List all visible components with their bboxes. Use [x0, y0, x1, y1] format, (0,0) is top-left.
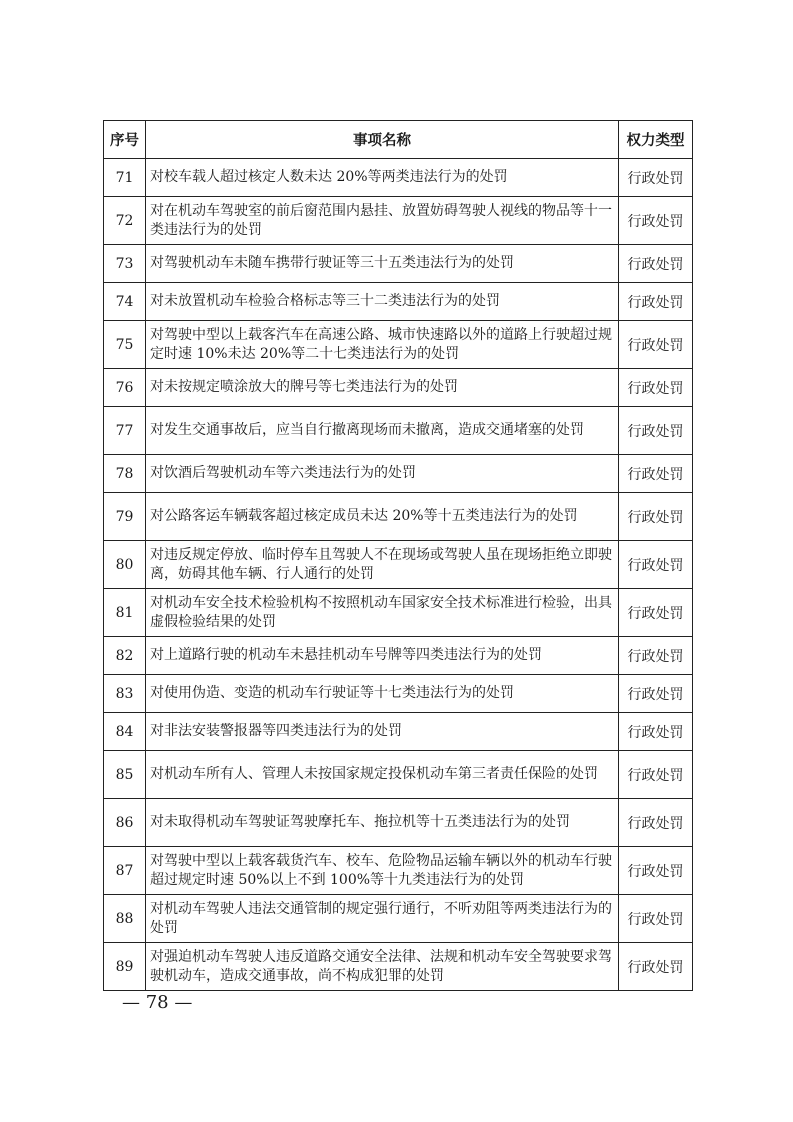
table-row — [104, 369, 693, 407]
row-item-name: 对上道路行驶的机动车未悬挂机动车号牌等四类违法行为的处罚 — [146, 637, 619, 675]
row-number: 76 — [104, 369, 146, 407]
row-power-type: 行政处罚 — [619, 369, 693, 407]
table-row — [104, 713, 693, 751]
row-item-name: 对在机动车驾驶室的前后窗范围内悬挂、放置妨碍驾驶人视线的物品等十一类违法行为的处罚 — [146, 197, 619, 245]
row-number: 87 — [104, 847, 146, 895]
row-item-name: 对使用伪造、变造的机动车行驶证等十七类违法行为的处罚 — [146, 675, 619, 713]
row-power-type: 行政处罚 — [619, 675, 693, 713]
table-row — [104, 493, 693, 541]
matters-table — [103, 120, 693, 991]
table-row — [104, 675, 693, 713]
table-row — [104, 751, 693, 799]
table-row — [104, 197, 693, 245]
row-item-name: 对非法安装警报器等四类违法行为的处罚 — [146, 713, 619, 751]
row-item-name: 对未放置机动车检验合格标志等三十二类违法行为的处罚 — [146, 283, 619, 321]
table-row — [104, 847, 693, 895]
table-row — [104, 455, 693, 493]
table-row — [104, 895, 693, 943]
table-row — [104, 943, 693, 991]
header-power-type: 权力类型 — [619, 121, 693, 159]
row-power-type: 行政处罚 — [619, 407, 693, 455]
row-item-name: 对机动车安全技术检验机构不按照机动车国家安全技术标准进行检验，出具虚假检验结果的处罚 — [146, 589, 619, 637]
table-row — [104, 245, 693, 283]
table-row — [104, 541, 693, 589]
row-number: 86 — [104, 799, 146, 847]
row-item-name: 对驾驶中型以上载客汽车在高速公路、城市快速路以外的道路上行驶超过规定时速 10%未达 20%等二十七类违法行为的处罚 — [146, 321, 619, 369]
row-power-type: 行政处罚 — [619, 895, 693, 943]
table-header-row — [104, 121, 693, 159]
table-row — [104, 283, 693, 321]
row-number: 84 — [104, 713, 146, 751]
row-power-type: 行政处罚 — [619, 799, 693, 847]
row-power-type: 行政处罚 — [619, 943, 693, 991]
row-number: 89 — [104, 943, 146, 991]
table-row — [104, 407, 693, 455]
table-row — [104, 637, 693, 675]
row-item-name: 对强迫机动车驾驶人违反道路交通安全法律、法规和机动车安全驾驶要求驾驶机动车，造成交通事故，尚不构成犯罪的处罚 — [146, 943, 619, 991]
row-number: 79 — [104, 493, 146, 541]
row-number: 80 — [104, 541, 146, 589]
row-item-name: 对公路客运车辆载客超过核定成员未达 20%等十五类违法行为的处罚 — [146, 493, 619, 541]
header-number: 序号 — [104, 121, 146, 159]
row-power-type: 行政处罚 — [619, 283, 693, 321]
row-number: 81 — [104, 589, 146, 637]
row-power-type: 行政处罚 — [619, 245, 693, 283]
row-power-type: 行政处罚 — [619, 159, 693, 197]
row-number: 85 — [104, 751, 146, 799]
row-item-name: 对驾驶机动车未随车携带行驶证等三十五类违法行为的处罚 — [146, 245, 619, 283]
page-number: — 78 — — [122, 992, 193, 1013]
row-item-name: 对驾驶中型以上载客载货汽车、校车、危险物品运输车辆以外的机动车行驶超过规定时速 50%以上不到 100%等十九类违法行为的处罚 — [146, 847, 619, 895]
row-number: 82 — [104, 637, 146, 675]
row-power-type: 行政处罚 — [619, 321, 693, 369]
row-number: 75 — [104, 321, 146, 369]
row-power-type: 行政处罚 — [619, 637, 693, 675]
table-row — [104, 589, 693, 637]
row-number: 77 — [104, 407, 146, 455]
table-row — [104, 159, 693, 197]
row-power-type: 行政处罚 — [619, 541, 693, 589]
row-power-type: 行政处罚 — [619, 847, 693, 895]
row-item-name: 对校车载人超过核定人数未达 20%等两类违法行为的处罚 — [146, 159, 619, 197]
row-power-type: 行政处罚 — [619, 493, 693, 541]
row-number: 78 — [104, 455, 146, 493]
row-item-name: 对机动车所有人、管理人未按国家规定投保机动车第三者责任保险的处罚 — [146, 751, 619, 799]
row-power-type: 行政处罚 — [619, 197, 693, 245]
row-number: 72 — [104, 197, 146, 245]
row-power-type: 行政处罚 — [619, 751, 693, 799]
row-item-name: 对未按规定喷涂放大的牌号等七类违法行为的处罚 — [146, 369, 619, 407]
row-number: 73 — [104, 245, 146, 283]
row-item-name: 对未取得机动车驾驶证驾驶摩托车、拖拉机等十五类违法行为的处罚 — [146, 799, 619, 847]
row-power-type: 行政处罚 — [619, 589, 693, 637]
row-number: 74 — [104, 283, 146, 321]
table-row — [104, 799, 693, 847]
row-number: 83 — [104, 675, 146, 713]
row-number: 88 — [104, 895, 146, 943]
header-item-name: 事项名称 — [146, 121, 619, 159]
row-number: 71 — [104, 159, 146, 197]
row-item-name: 对饮酒后驾驶机动车等六类违法行为的处罚 — [146, 455, 619, 493]
table-row — [104, 321, 693, 369]
row-power-type: 行政处罚 — [619, 713, 693, 751]
row-item-name: 对机动车驾驶人违法交通管制的规定强行通行，不听劝阻等两类违法行为的处罚 — [146, 895, 619, 943]
row-item-name: 对发生交通事故后，应当自行撤离现场而未撤离，造成交通堵塞的处罚 — [146, 407, 619, 455]
row-item-name: 对违反规定停放、临时停车且驾驶人不在现场或驾驶人虽在现场拒绝立即驶离，妨碍其他车辆、行人通行的处罚 — [146, 541, 619, 589]
row-power-type: 行政处罚 — [619, 455, 693, 493]
